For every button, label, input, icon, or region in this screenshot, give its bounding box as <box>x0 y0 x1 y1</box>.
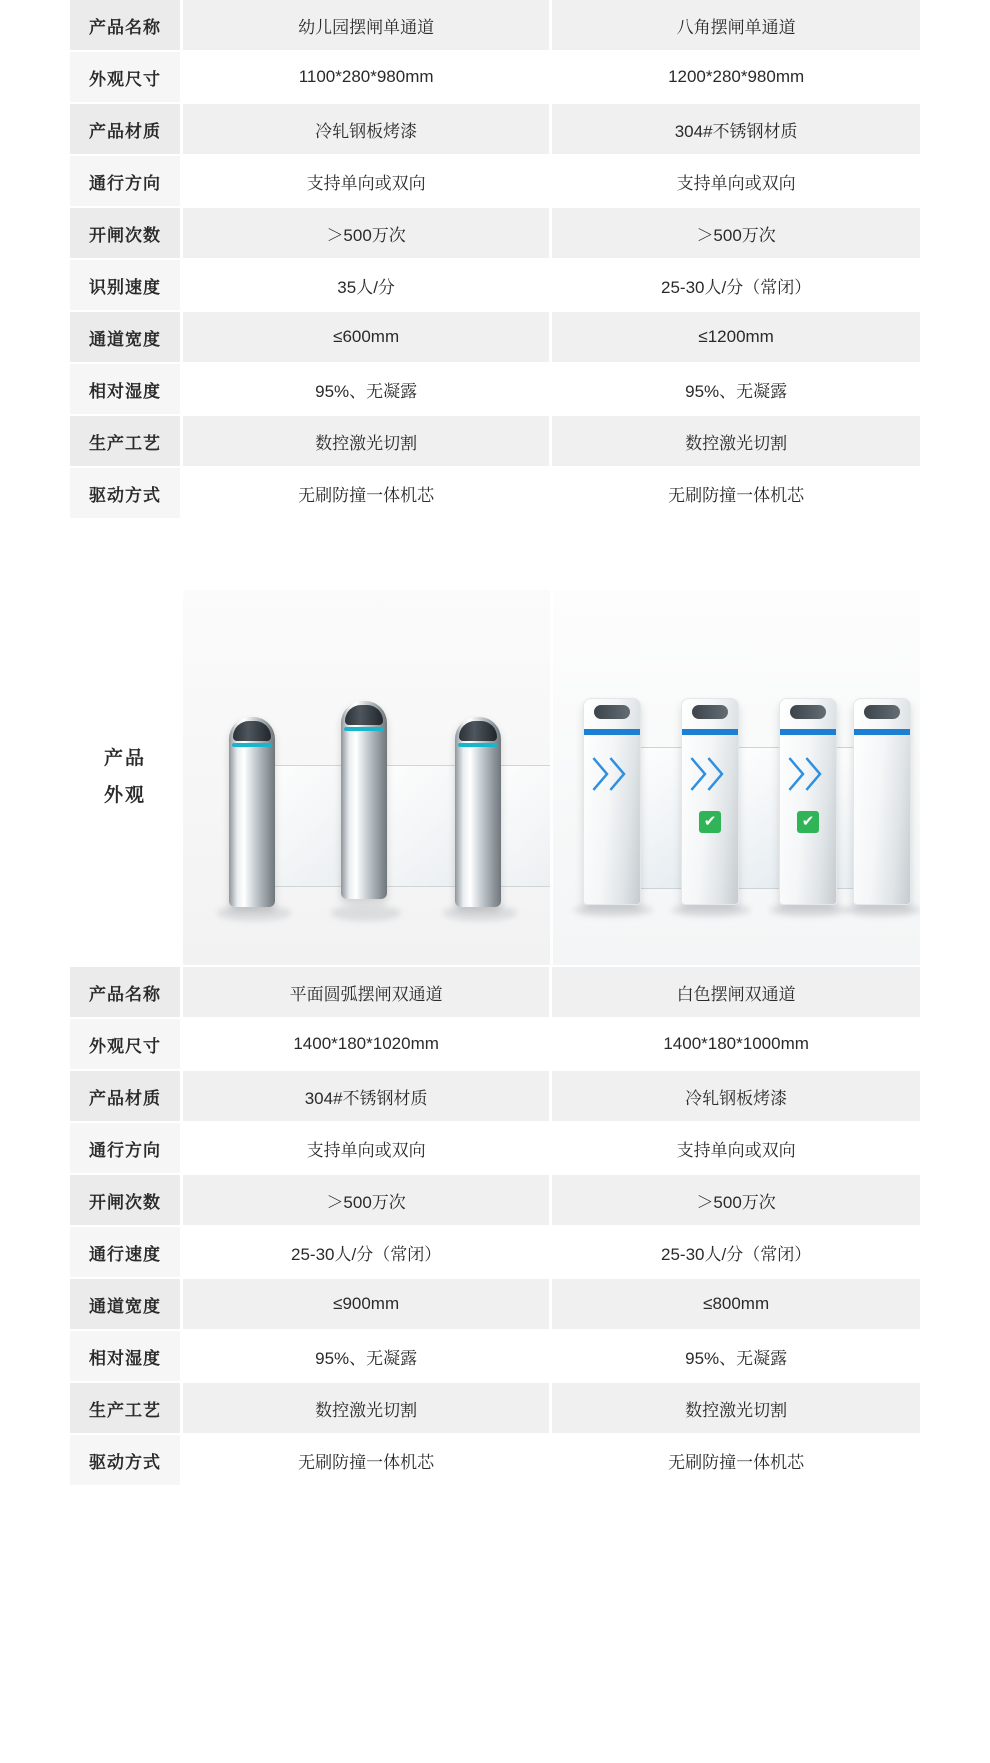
row-value-left: 304#不锈钢材质 <box>182 1070 551 1122</box>
table-row <box>70 0 920 51</box>
row-value-left: 数控激光切割 <box>182 1382 551 1434</box>
row-label: 通道宽度 <box>70 1278 182 1330</box>
table-row <box>70 363 920 415</box>
check-icon: ✔ <box>797 811 819 833</box>
stainless-swing-gate-illustration <box>183 590 550 965</box>
row-value-right: 八角摆闸单通道 <box>551 0 920 51</box>
table-row <box>70 155 920 207</box>
row-value-left: 无刷防撞一体机芯 <box>182 467 551 519</box>
table-row <box>70 467 920 519</box>
row-label: 生产工艺 <box>70 415 182 467</box>
appearance-label-line2: 外观 <box>103 784 146 806</box>
chevron-icon: 〉〉 <box>788 757 839 795</box>
table-row <box>70 259 920 311</box>
row-value-left: 95%、无凝露 <box>182 1330 551 1382</box>
row-value-right: 1200*280*980mm <box>551 51 920 103</box>
row-label: 外观尺寸 <box>70 1018 182 1070</box>
product-appearance-band <box>70 590 920 967</box>
table-row <box>70 51 920 103</box>
row-value-left: 35人/分 <box>182 259 551 311</box>
table-row <box>70 207 920 259</box>
row-value-right: ≤800mm <box>551 1278 920 1330</box>
table-row <box>70 1278 920 1330</box>
row-label: 开闸次数 <box>70 1174 182 1226</box>
table-row <box>70 1382 920 1434</box>
row-label: 相对湿度 <box>70 1330 182 1382</box>
table-row <box>70 1226 920 1278</box>
row-value-right: 数控激光切割 <box>551 415 920 467</box>
row-label: 产品名称 <box>70 967 182 1018</box>
table-row <box>70 311 920 363</box>
table-row <box>70 1434 920 1486</box>
appearance-label <box>70 590 183 965</box>
row-value-right: 白色摆闸双通道 <box>551 967 920 1018</box>
table-row <box>70 415 920 467</box>
footer-space <box>0 1487 990 1577</box>
row-value-left: 95%、无凝露 <box>182 363 551 415</box>
product-photo-right <box>553 590 920 965</box>
row-label: 外观尺寸 <box>70 51 182 103</box>
row-label: 识别速度 <box>70 259 182 311</box>
row-value-right: ≤1200mm <box>551 311 920 363</box>
row-label: 相对湿度 <box>70 363 182 415</box>
row-value-right: 25-30人/分（常闭） <box>551 1226 920 1278</box>
row-value-right: 数控激光切割 <box>551 1382 920 1434</box>
row-value-right: 支持单向或双向 <box>551 155 920 207</box>
row-value-right: 无刷防撞一体机芯 <box>551 1434 920 1486</box>
table-row <box>70 1330 920 1382</box>
row-label: 通行方向 <box>70 155 182 207</box>
row-value-left: 1100*280*980mm <box>182 51 551 103</box>
row-label: 产品材质 <box>70 1070 182 1122</box>
row-value-right: 95%、无凝露 <box>551 1330 920 1382</box>
table-row <box>70 967 920 1018</box>
row-value-left: ＞500万次 <box>182 1174 551 1226</box>
row-value-left: 1400*180*1020mm <box>182 1018 551 1070</box>
row-value-left: 支持单向或双向 <box>182 1122 551 1174</box>
row-label: 通道宽度 <box>70 311 182 363</box>
row-value-left: 幼儿园摆闸单通道 <box>182 0 551 51</box>
row-value-right: 无刷防撞一体机芯 <box>551 467 920 519</box>
row-value-left: 平面圆弧摆闸双通道 <box>182 967 551 1018</box>
row-value-left: 25-30人/分（常闭） <box>182 1226 551 1278</box>
row-label: 产品名称 <box>70 0 182 51</box>
row-value-left: 冷轧钢板烤漆 <box>182 103 551 155</box>
product-photo-left <box>183 590 553 965</box>
spec-table-top <box>70 0 920 520</box>
table-row <box>70 1018 920 1070</box>
row-label: 开闸次数 <box>70 207 182 259</box>
chevron-icon: 〉〉 <box>690 757 741 795</box>
row-value-left: 支持单向或双向 <box>182 155 551 207</box>
table-row <box>70 1070 920 1122</box>
white-speed-gate-illustration <box>553 590 920 965</box>
row-value-right: 冷轧钢板烤漆 <box>551 1070 920 1122</box>
row-label: 通行方向 <box>70 1122 182 1174</box>
row-label: 产品材质 <box>70 103 182 155</box>
row-label: 驱动方式 <box>70 1434 182 1486</box>
check-icon: ✔ <box>699 811 721 833</box>
row-value-right: ＞500万次 <box>551 207 920 259</box>
section-gap <box>0 520 990 590</box>
appearance-label-line1: 产品 <box>103 748 146 770</box>
row-value-right: 25-30人/分（常闭） <box>551 259 920 311</box>
row-value-right: 1400*180*1000mm <box>551 1018 920 1070</box>
table-row <box>70 1174 920 1226</box>
row-value-right: ＞500万次 <box>551 1174 920 1226</box>
row-value-left: ≤600mm <box>182 311 551 363</box>
row-value-right: 95%、无凝露 <box>551 363 920 415</box>
row-value-right: 304#不锈钢材质 <box>551 103 920 155</box>
row-value-left: 数控激光切割 <box>182 415 551 467</box>
row-value-left: ≤900mm <box>182 1278 551 1330</box>
row-label: 通行速度 <box>70 1226 182 1278</box>
table-row <box>70 1122 920 1174</box>
row-value-right: 支持单向或双向 <box>551 1122 920 1174</box>
row-label: 生产工艺 <box>70 1382 182 1434</box>
table-row <box>70 103 920 155</box>
chevron-icon: 〉〉 <box>592 757 643 795</box>
row-value-left: 无刷防撞一体机芯 <box>182 1434 551 1486</box>
row-label: 驱动方式 <box>70 467 182 519</box>
row-value-left: ＞500万次 <box>182 207 551 259</box>
spec-table-bottom <box>70 967 920 1487</box>
